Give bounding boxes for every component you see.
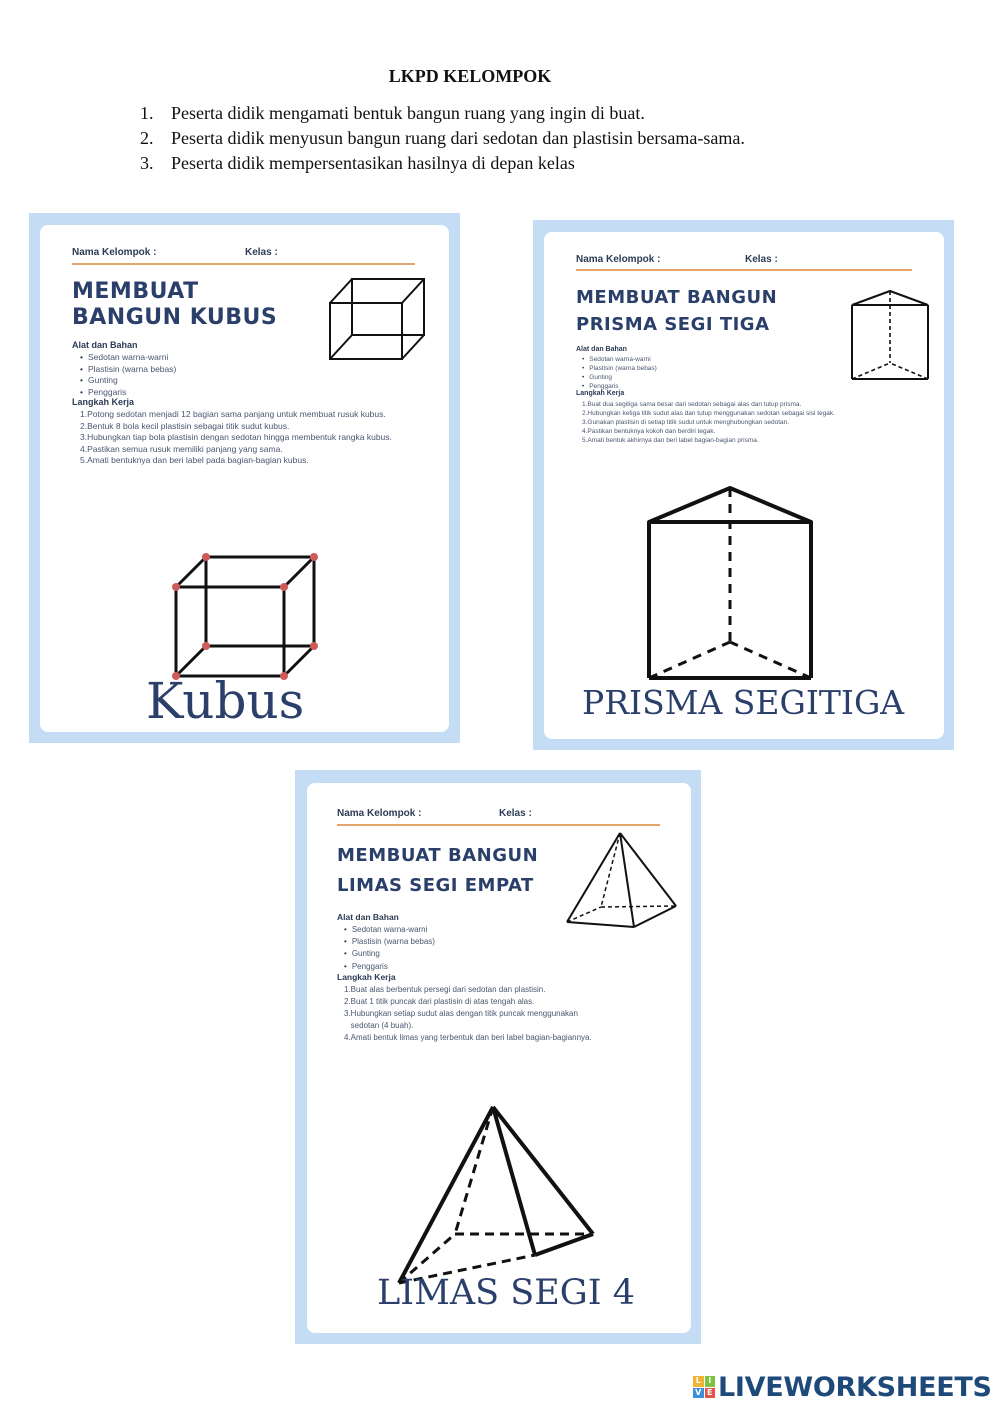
list-item: • Sedotan warna-warni bbox=[344, 924, 435, 936]
card-limas-page bbox=[307, 783, 691, 1333]
step-text: Pastikan bentuknya kokoh dan berdiri tegak. bbox=[587, 428, 716, 435]
step-text: Hubungkan tiap bola plastisin dengan sedotan hingga membentuk rangka kubus. bbox=[87, 432, 392, 442]
shape-label: PRISMA SEGITIGA bbox=[582, 683, 905, 722]
instruction-list bbox=[140, 101, 745, 176]
logo-letter: E bbox=[705, 1388, 716, 1399]
pyramid-illustration bbox=[397, 1105, 597, 1287]
group-name-label: Nama Kelompok : bbox=[72, 247, 157, 258]
logo-letter: V bbox=[693, 1388, 704, 1399]
step-number: 3. bbox=[344, 1009, 351, 1018]
list-item: • Gunting bbox=[582, 373, 657, 382]
cube-illustration bbox=[174, 555, 320, 679]
logo-letter: L bbox=[693, 1376, 704, 1387]
card-title bbox=[576, 284, 777, 338]
step-number: 3. bbox=[582, 419, 588, 426]
card-kubus bbox=[29, 213, 460, 743]
list-item bbox=[582, 427, 852, 436]
step-text: Potong sedotan menjadi 12 bagian sama panjang untuk membuat rusuk kubus. bbox=[87, 409, 386, 419]
document-title: LKPD KELOMPOK bbox=[388, 66, 552, 86]
brand-logo-icon bbox=[693, 1376, 715, 1398]
instruction-item bbox=[140, 101, 745, 126]
list-item: • Plastisin (warna bebas) bbox=[80, 364, 176, 376]
step-text: Amati bentuk limas yang terbentuk dan beri label bagian-bagiannya. bbox=[350, 1033, 592, 1042]
group-name-label: Nama Kelompok : bbox=[576, 254, 661, 265]
list-item: • Sedotan warna-warni bbox=[80, 352, 176, 364]
step-text: Amati bentuknya dan beri label pada bagian-bagian kubus. bbox=[87, 455, 309, 465]
step-number: 5. bbox=[582, 437, 588, 444]
step-number: 4. bbox=[344, 1033, 351, 1042]
step-number: 3. bbox=[80, 432, 88, 442]
pyramid-small-icon bbox=[565, 831, 679, 929]
materials-list bbox=[582, 355, 657, 391]
prism-small-icon bbox=[850, 290, 930, 382]
work-steps-list bbox=[344, 984, 606, 1044]
list-item: • Sedotan warna-warni bbox=[582, 355, 657, 364]
materials-list bbox=[80, 352, 176, 398]
list-item: • Gunting bbox=[344, 948, 435, 960]
step-number: 4. bbox=[80, 443, 88, 454]
instruction-number: 3. bbox=[140, 153, 154, 173]
materials-list bbox=[344, 924, 435, 973]
step-text: Buat dua segitiga sama besar dari sedotan sebagai alas dan tutup prisma. bbox=[587, 401, 802, 408]
list-item bbox=[80, 432, 410, 444]
brand-name: LIVEWORKSHEETS bbox=[718, 1371, 992, 1403]
prism-illustration bbox=[647, 486, 813, 680]
step-text: Bentuk 8 bola kecil plastisin sebagai titik sudut kubus. bbox=[87, 420, 290, 431]
instruction-text: Peserta didik menyusun bangun ruang dari sedotan dan plastisin bersama-sama. bbox=[171, 128, 745, 148]
list-item bbox=[582, 418, 852, 427]
meta-row bbox=[337, 808, 532, 819]
steps-heading: Langkah Kerja bbox=[337, 972, 396, 982]
card-limas bbox=[295, 770, 701, 1344]
step-number: 2. bbox=[344, 997, 351, 1006]
card-prisma bbox=[533, 220, 954, 750]
card-title bbox=[72, 279, 277, 331]
class-label: Kelas : bbox=[499, 808, 532, 819]
list-item: • Penggaris bbox=[80, 387, 176, 399]
materials-heading: Alat dan Bahan bbox=[337, 912, 399, 922]
card-title-line: PRISMA SEGI TIGA bbox=[576, 314, 770, 335]
header-divider bbox=[72, 263, 415, 265]
list-item: • Penggaris bbox=[344, 961, 435, 973]
list-item bbox=[80, 409, 410, 421]
card-title-line: MEMBUAT BANGUN bbox=[337, 845, 539, 866]
step-text: Amati bentuk akhirnya dan beri label bagian-bagian prisma. bbox=[587, 437, 759, 444]
card-title-line: LIMAS SEGI EMPAT bbox=[337, 875, 534, 896]
instruction-number: 2. bbox=[140, 128, 154, 148]
card-prisma-page bbox=[544, 232, 944, 739]
steps-heading: Langkah Kerja bbox=[72, 397, 135, 407]
list-item bbox=[344, 996, 606, 1008]
list-item bbox=[344, 984, 606, 996]
instruction-item bbox=[140, 126, 745, 151]
card-title-line: MEMBUAT BANGUN bbox=[576, 287, 778, 308]
logo-letter: I bbox=[705, 1376, 716, 1387]
materials-heading: Alat dan Bahan bbox=[576, 346, 627, 353]
step-text: Buat 1 titik puncak dari plastisin di atas tengah alas. bbox=[350, 997, 535, 1006]
list-item: • Gunting bbox=[80, 375, 176, 387]
card-title-line: MEMBUAT bbox=[72, 279, 199, 304]
steps-heading: Langkah Kerja bbox=[576, 390, 625, 397]
list-item bbox=[80, 455, 410, 467]
step-text: Gunakan plastisin di setiap titik sudut untuk menghubungkan sedotan. bbox=[587, 419, 790, 426]
list-item bbox=[582, 400, 852, 409]
instruction-text: Peserta didik mengamati bentuk bangun ruang yang ingin di buat. bbox=[171, 103, 645, 123]
step-text: Hubungkan setiap sudut alas dengan titik puncak menggunakan sedotan (4 buah). bbox=[350, 1009, 578, 1030]
card-title-line: BANGUN KUBUS bbox=[72, 305, 278, 330]
step-number: 1. bbox=[582, 401, 588, 408]
liveworksheets-logo bbox=[693, 1372, 992, 1402]
group-name-label: Nama Kelompok : bbox=[337, 808, 422, 819]
list-item: • Plastisin (warna bebas) bbox=[344, 936, 435, 948]
step-number: 2. bbox=[582, 410, 588, 417]
step-number: 1. bbox=[344, 985, 351, 994]
step-number: 1. bbox=[80, 409, 88, 419]
instruction-text: Peserta didik mempersentasikan hasilnya di depan kelas bbox=[171, 153, 575, 173]
cube-small-icon bbox=[328, 277, 428, 361]
list-item bbox=[582, 436, 852, 445]
card-kubus-page bbox=[40, 225, 449, 732]
list-item: • Penggaris bbox=[582, 382, 657, 391]
step-text: Hubungkan ketiga titik sudut alas dan tutup menggunakan sedotan sebagai sisi tegak. bbox=[587, 410, 835, 417]
meta-row bbox=[72, 247, 278, 258]
header-divider bbox=[576, 269, 912, 271]
card-title bbox=[337, 841, 538, 901]
list-item bbox=[582, 409, 852, 418]
work-steps-list bbox=[582, 400, 852, 445]
list-item: • Plastisin (warna bebas) bbox=[582, 364, 657, 373]
meta-row bbox=[576, 254, 778, 265]
class-label: Kelas : bbox=[745, 254, 778, 265]
instruction-number: 1. bbox=[140, 103, 154, 123]
list-item bbox=[80, 421, 410, 433]
instruction-item bbox=[140, 151, 745, 176]
shape-label: LIMAS SEGI 4 bbox=[377, 1273, 635, 1313]
step-text: Pastikan semua rusuk memiliki panjang yang sama. bbox=[87, 443, 283, 454]
work-steps-list bbox=[80, 409, 410, 467]
shape-label: Kubus bbox=[146, 672, 305, 730]
header-divider bbox=[337, 824, 660, 826]
materials-heading: Alat dan Bahan bbox=[72, 340, 138, 350]
list-item bbox=[80, 444, 410, 456]
step-text: Buat alas berbentuk persegi dari sedotan dan plastisin. bbox=[350, 985, 546, 994]
step-number: 4. bbox=[582, 428, 588, 435]
step-number: 2. bbox=[80, 420, 88, 431]
step-number: 5. bbox=[80, 455, 88, 465]
list-item bbox=[344, 1008, 606, 1032]
list-item bbox=[344, 1032, 606, 1044]
class-label: Kelas : bbox=[245, 247, 278, 258]
